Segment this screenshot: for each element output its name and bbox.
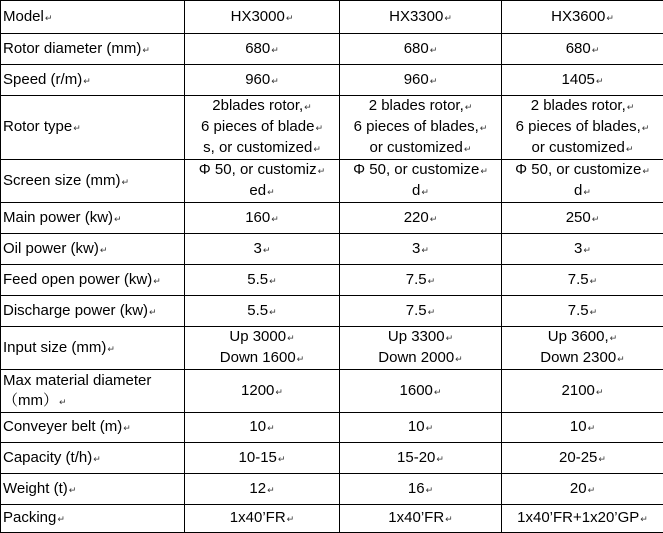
value-cell <box>502 327 663 370</box>
value-cell <box>185 160 340 203</box>
value-cell <box>502 234 663 265</box>
paragraph-mark-icon: ↵ <box>73 123 81 133</box>
cell-value: 680↵ <box>245 39 279 57</box>
row-label: Packing↵ <box>3 509 65 526</box>
cell-value: 15-20↵ <box>397 448 444 466</box>
paragraph-mark-icon: ↵ <box>433 386 442 397</box>
paragraph-mark-icon: ↵ <box>267 423 275 433</box>
header-label: Model↵ <box>3 7 53 25</box>
table-row <box>1 296 663 327</box>
row-label-cell <box>1 234 185 265</box>
cell-value: 960↵ <box>403 70 438 88</box>
paragraph-mark-icon: ↵ <box>44 12 53 23</box>
cell-value: 1x40’FR+1x20’GP↵ <box>517 509 648 526</box>
row-label-cell <box>1 203 185 234</box>
value-cell <box>502 96 663 160</box>
cell-value: 7.5↵ <box>405 301 436 319</box>
paragraph-mark-icon: ↵ <box>267 187 275 197</box>
cell-value: 6 pieces of blades,↵ <box>515 118 650 135</box>
cell-value: 1200↵ <box>241 381 283 399</box>
cell-value: 3↵ <box>574 239 591 257</box>
paragraph-mark-icon: ↵ <box>421 187 429 197</box>
cell-value: 2 blades rotor,↵ <box>368 97 473 114</box>
paragraph-mark-icon: ↵ <box>598 453 606 464</box>
paragraph-mark-icon: ↵ <box>304 102 312 112</box>
value-cell <box>340 443 502 474</box>
paragraph-mark-icon: ↵ <box>262 244 271 255</box>
row-label: Feed open power (kw)↵ <box>3 270 161 288</box>
paragraph-mark-icon: ↵ <box>436 453 444 464</box>
table-row <box>1 327 663 370</box>
cell-value: 1600↵ <box>399 381 442 399</box>
table-row <box>1 505 663 533</box>
paragraph-mark-icon: ↵ <box>287 333 295 343</box>
paragraph-mark-icon: ↵ <box>589 306 598 317</box>
paragraph-mark-icon: ↵ <box>267 484 275 495</box>
value-cell <box>340 96 502 160</box>
paragraph-mark-icon: ↵ <box>617 354 625 364</box>
row-label: Main power (kw)↵ <box>3 208 122 226</box>
paragraph-mark-icon: ↵ <box>591 44 600 55</box>
value-cell <box>185 505 340 533</box>
row-label: Speed (r/m)↵ <box>3 70 91 88</box>
model-header-cell <box>185 1 340 34</box>
paragraph-mark-icon: ↵ <box>271 213 279 224</box>
table-row <box>1 234 663 265</box>
paragraph-mark-icon: ↵ <box>640 514 648 524</box>
cell-value: d↵ <box>412 182 429 199</box>
cell-value: 5.5↵ <box>247 301 277 319</box>
table-row <box>1 370 663 413</box>
paragraph-mark-icon: ↵ <box>425 484 434 495</box>
paragraph-mark-icon: ↵ <box>445 333 454 343</box>
row-label-cell <box>1 160 185 203</box>
row-label: Rotor diameter (mm)↵ <box>3 39 150 57</box>
cell-value: 2100↵ <box>561 381 604 399</box>
value-cell <box>502 265 663 296</box>
value-cell <box>185 34 340 65</box>
row-label: Capacity (t/h)↵ <box>3 448 101 466</box>
model-name: HX3600↵ <box>551 7 614 25</box>
row-label-cell <box>1 96 185 160</box>
cell-value: 16↵ <box>407 479 434 497</box>
cell-value: 10↵ <box>249 418 275 435</box>
cell-value: 3↵ <box>412 239 429 257</box>
paragraph-mark-icon: ↵ <box>83 75 91 86</box>
row-label-cell <box>1 413 185 443</box>
paragraph-mark-icon: ↵ <box>275 386 283 397</box>
model-header-cell <box>502 1 663 34</box>
value-cell <box>185 296 340 327</box>
value-cell <box>185 474 340 505</box>
cell-value: 10↵ <box>407 418 434 435</box>
paragraph-mark-icon: ↵ <box>123 423 131 433</box>
value-cell <box>340 265 502 296</box>
paragraph-mark-icon: ↵ <box>142 44 150 55</box>
paragraph-mark-icon: ↵ <box>317 166 326 176</box>
paragraph-mark-icon: ↵ <box>429 213 438 224</box>
value-cell <box>340 160 502 203</box>
row-label: Input size (mm)↵ <box>3 338 115 356</box>
cell-value: 7.5↵ <box>567 270 598 288</box>
value-cell <box>502 160 663 203</box>
value-cell <box>340 34 502 65</box>
cell-value: 680↵ <box>403 39 438 57</box>
cell-value: 2 blades rotor,↵ <box>530 97 635 114</box>
value-cell <box>340 296 502 327</box>
paragraph-mark-icon: ↵ <box>153 275 161 286</box>
row-label: Conveyer belt (m)↵ <box>3 418 131 435</box>
paragraph-mark-icon: ↵ <box>285 12 294 23</box>
row-label-cell <box>1 443 185 474</box>
cell-value: Up 3600,↵ <box>547 328 618 345</box>
row-label: （mm）↵ <box>3 391 67 409</box>
table-row <box>1 474 663 505</box>
row-label: Weight (t)↵ <box>3 479 77 497</box>
paragraph-mark-icon: ↵ <box>591 213 600 224</box>
value-cell <box>502 474 663 505</box>
paragraph-mark-icon: ↵ <box>277 453 286 464</box>
row-label-cell <box>1 65 185 96</box>
model-header-cell <box>340 1 502 34</box>
paragraph-mark-icon: ↵ <box>626 102 635 112</box>
paragraph-mark-icon: ↵ <box>479 123 488 133</box>
cell-value: 12↵ <box>249 479 275 497</box>
cell-value: 10↵ <box>569 418 596 435</box>
value-cell <box>340 65 502 96</box>
cell-value: 7.5↵ <box>567 301 598 319</box>
cell-value: or customized↵ <box>531 139 634 156</box>
value-cell <box>502 370 663 413</box>
row-label-cell <box>1 474 185 505</box>
row-label-cell <box>1 34 185 65</box>
value-cell <box>185 370 340 413</box>
paragraph-mark-icon: ↵ <box>429 44 438 55</box>
table-row <box>1 160 663 203</box>
row-label-cell <box>1 265 185 296</box>
paragraph-mark-icon: ↵ <box>68 484 77 495</box>
table-header-row <box>1 1 663 34</box>
row-label: Oil power (kw)↵ <box>3 239 108 257</box>
cell-value: Up 3300↵ <box>387 328 454 345</box>
paragraph-mark-icon: ↵ <box>271 44 279 55</box>
cell-value: 5.5↵ <box>247 270 277 288</box>
cell-value: or customized↵ <box>369 139 472 156</box>
value-cell <box>340 413 502 443</box>
row-label-cell <box>1 296 185 327</box>
value-cell <box>340 234 502 265</box>
value-cell <box>340 203 502 234</box>
cell-value: 1405↵ <box>561 70 604 88</box>
value-cell <box>185 65 340 96</box>
paragraph-mark-icon: ↵ <box>93 453 101 464</box>
paragraph-mark-icon: ↵ <box>595 386 604 397</box>
row-label: Screen size (mm)↵ <box>3 171 130 189</box>
cell-value: 1x40’FR↵ <box>229 509 295 526</box>
value-cell <box>502 443 663 474</box>
row-label-cell <box>1 370 185 413</box>
paragraph-mark-icon: ↵ <box>149 306 157 317</box>
value-cell <box>185 203 340 234</box>
paragraph-mark-icon: ↵ <box>583 187 591 197</box>
cell-value: 20-25↵ <box>559 448 606 466</box>
row-label-cell <box>1 327 185 370</box>
cell-value: 220↵ <box>403 208 438 226</box>
paragraph-mark-icon: ↵ <box>427 275 436 286</box>
table-row <box>1 96 663 160</box>
value-cell <box>185 327 340 370</box>
value-cell <box>502 34 663 65</box>
row-label-cell <box>1 505 185 533</box>
paragraph-mark-icon: ↵ <box>641 123 650 133</box>
paragraph-mark-icon: ↵ <box>315 123 323 133</box>
paragraph-mark-icon: ↵ <box>444 12 452 23</box>
cell-value: Φ 50, or customize↵ <box>353 161 488 178</box>
paragraph-mark-icon: ↵ <box>286 514 295 524</box>
paragraph-mark-icon: ↵ <box>642 166 650 176</box>
row-label: Max material diameter <box>3 371 152 389</box>
value-cell <box>340 327 502 370</box>
paragraph-mark-icon: ↵ <box>121 176 130 187</box>
value-cell <box>340 370 502 413</box>
paragraph-mark-icon: ↵ <box>429 75 438 86</box>
paragraph-mark-icon: ↵ <box>59 396 67 407</box>
row-label: Rotor type↵ <box>3 118 81 135</box>
cell-value: Down 2000↵ <box>378 349 463 366</box>
cell-value: 6 pieces of blade↵ <box>201 118 323 135</box>
paragraph-mark-icon: ↵ <box>57 514 65 524</box>
cell-value: 3↵ <box>253 239 271 257</box>
cell-value: Down 2300↵ <box>540 349 625 366</box>
cell-value: Up 3000↵ <box>229 328 295 345</box>
value-cell <box>502 65 663 96</box>
paragraph-mark-icon: ↵ <box>296 354 305 364</box>
value-cell <box>502 505 663 533</box>
value-cell <box>502 296 663 327</box>
cell-value: 2blades rotor,↵ <box>212 97 312 114</box>
cell-value: 20↵ <box>569 479 596 497</box>
cell-value: 10-15↵ <box>238 448 286 466</box>
paragraph-mark-icon: ↵ <box>480 166 488 176</box>
paragraph-mark-icon: ↵ <box>425 423 434 433</box>
paragraph-mark-icon: ↵ <box>609 333 618 343</box>
value-cell <box>185 265 340 296</box>
paragraph-mark-icon: ↵ <box>427 306 436 317</box>
table-row <box>1 443 663 474</box>
paragraph-mark-icon: ↵ <box>269 306 277 317</box>
value-cell <box>185 234 340 265</box>
cell-value: s, or customized↵ <box>203 139 321 156</box>
cell-value: Φ 50, or customiz↵ <box>198 161 326 178</box>
cell-value: Φ 50, or customize↵ <box>515 161 650 178</box>
cell-value: 680↵ <box>565 39 600 57</box>
table-row <box>1 34 663 65</box>
paragraph-mark-icon: ↵ <box>313 144 321 154</box>
value-cell <box>185 443 340 474</box>
paragraph-mark-icon: ↵ <box>595 75 604 86</box>
paragraph-mark-icon: ↵ <box>421 244 429 255</box>
paragraph-mark-icon: ↵ <box>464 102 473 112</box>
cell-value: 6 pieces of blades,↵ <box>353 118 488 135</box>
paragraph-mark-icon: ↵ <box>271 75 279 86</box>
paragraph-mark-icon: ↵ <box>445 514 453 524</box>
paragraph-mark-icon: ↵ <box>625 144 634 154</box>
paragraph-mark-icon: ↵ <box>455 354 463 364</box>
cell-value: 250↵ <box>565 208 600 226</box>
cell-value: 160↵ <box>245 208 279 226</box>
value-cell <box>340 474 502 505</box>
paragraph-mark-icon: ↵ <box>587 423 596 433</box>
row-label: Discharge power (kw)↵ <box>3 301 157 319</box>
table-row <box>1 265 663 296</box>
paragraph-mark-icon: ↵ <box>587 484 596 495</box>
paragraph-mark-icon: ↵ <box>99 244 108 255</box>
table-row <box>1 413 663 443</box>
spec-table-body <box>1 1 663 533</box>
paragraph-mark-icon: ↵ <box>606 12 614 23</box>
cell-value: 960↵ <box>245 70 279 88</box>
header-label-cell <box>1 1 185 34</box>
cell-value: 1x40’FR↵ <box>388 509 453 526</box>
paragraph-mark-icon: ↵ <box>114 213 122 224</box>
value-cell <box>502 203 663 234</box>
table-row <box>1 203 663 234</box>
paragraph-mark-icon: ↵ <box>269 275 277 286</box>
cell-value: Down 1600↵ <box>219 349 305 366</box>
value-cell <box>340 505 502 533</box>
cell-value: 7.5↵ <box>405 270 436 288</box>
paragraph-mark-icon: ↵ <box>583 244 591 255</box>
cell-value: d↵ <box>574 182 591 199</box>
table-row <box>1 65 663 96</box>
value-cell <box>502 413 663 443</box>
model-name: HX3000↵ <box>230 7 294 25</box>
paragraph-mark-icon: ↵ <box>107 343 115 354</box>
model-name: HX3300↵ <box>389 7 452 25</box>
cell-value: ed↵ <box>249 182 275 199</box>
paragraph-mark-icon: ↵ <box>463 144 472 154</box>
value-cell <box>185 413 340 443</box>
paragraph-mark-icon: ↵ <box>589 275 598 286</box>
value-cell <box>185 96 340 160</box>
